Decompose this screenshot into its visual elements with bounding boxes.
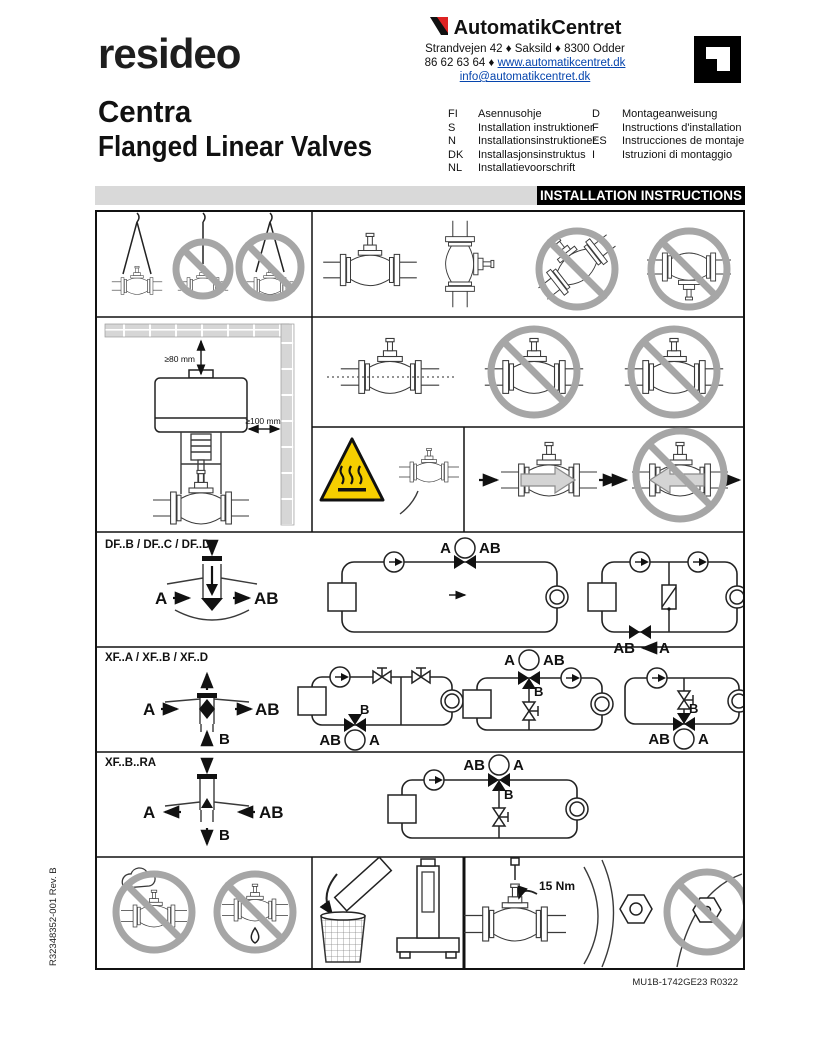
ceiling-hatch bbox=[105, 324, 289, 337]
language-row: I Istruzioni di montaggio bbox=[592, 148, 733, 161]
language-row: S Installation instruktioner bbox=[448, 121, 594, 134]
lifting-panel bbox=[112, 213, 301, 298]
xfbra-schematic bbox=[388, 755, 588, 838]
svg-text:A: A bbox=[440, 540, 451, 557]
orientation-panel bbox=[323, 214, 731, 307]
distributor-block bbox=[375, 16, 675, 83]
banner-title: INSTALLATION INSTRUCTIONS bbox=[537, 186, 745, 205]
xf-schematic-3 bbox=[625, 668, 743, 749]
packaging-strip bbox=[335, 857, 392, 911]
disposal-panel bbox=[321, 857, 459, 962]
installation-instructions-banner bbox=[95, 186, 745, 205]
svg-text:AB: AB bbox=[463, 757, 485, 774]
distributor-email-link[interactable]: info@automatikcentret.dk bbox=[459, 71, 591, 83]
df-schematic-2 bbox=[588, 552, 743, 657]
hot-surface-panel bbox=[321, 439, 459, 514]
distributor-name: AutomatikCentret bbox=[453, 17, 622, 39]
product-line-title: Centra bbox=[98, 94, 192, 129]
xf-valve-cross-section bbox=[143, 674, 280, 748]
svg-text:AB: AB bbox=[479, 540, 501, 557]
df-valve-cross-section bbox=[155, 542, 279, 620]
language-row: DK Installasjonsinstruktus bbox=[448, 148, 586, 161]
svg-text:AB: AB bbox=[648, 731, 670, 748]
df-section-panel bbox=[105, 538, 743, 657]
flow-direction-panel bbox=[479, 431, 739, 519]
language-row: D Montageanweisung bbox=[592, 108, 718, 120]
svg-text:B: B bbox=[689, 701, 699, 716]
svg-text:A: A bbox=[659, 640, 670, 657]
doc-code: MU1B-1742GE23 R0322 bbox=[632, 977, 738, 988]
instruction-diagrams bbox=[97, 212, 743, 968]
svg-text:AB: AB bbox=[613, 640, 635, 657]
clearance-side-label: ≥100 mm bbox=[245, 416, 281, 426]
svg-text:AB: AB bbox=[259, 803, 284, 822]
svg-text:AB: AB bbox=[543, 652, 565, 669]
xfbra-section-panel bbox=[105, 755, 588, 844]
distributor-address: Strandvejen 42 ♦ Saksild ♦ 8300 Odder bbox=[425, 43, 625, 55]
svg-text:A: A bbox=[504, 652, 515, 669]
language-row: N Installationsinstruktioner bbox=[448, 135, 597, 147]
prohibition-icon bbox=[667, 872, 743, 952]
distributor-phone: 86 62 63 64 ♦ bbox=[424, 57, 495, 69]
torque-panel bbox=[464, 858, 743, 967]
hot-surface-warning-icon bbox=[321, 439, 383, 500]
language-row: FI Asennusohje bbox=[448, 108, 542, 120]
waste-basket-icon bbox=[321, 916, 365, 962]
diagram-frame bbox=[95, 210, 745, 970]
drip-icon bbox=[251, 928, 259, 943]
xf-schematic-1 bbox=[298, 667, 463, 750]
svg-text:B: B bbox=[360, 702, 370, 717]
xfbra-section-label: XF..B..RA bbox=[105, 757, 157, 769]
distributor-website-link[interactable]: www.automatikcentret.dk bbox=[497, 57, 626, 69]
gland-nut-icon bbox=[620, 895, 652, 923]
wall-hatch bbox=[281, 324, 294, 525]
svg-text:A: A bbox=[698, 731, 709, 748]
language-row: ES Instrucciones de montaje bbox=[592, 135, 745, 147]
xf-section-label: XF..A / XF..B / XF..D bbox=[105, 652, 209, 664]
language-row: F Instructions d'installation bbox=[592, 121, 742, 134]
svg-text:AB: AB bbox=[319, 732, 341, 749]
svg-text:AB: AB bbox=[254, 589, 279, 608]
svg-text:A: A bbox=[143, 700, 156, 719]
language-list-column1 bbox=[448, 108, 596, 176]
doc-revision-vertical: R32348352-001 Rev. B bbox=[48, 867, 59, 966]
xfbra-valve-cross-section bbox=[143, 758, 284, 844]
svg-text:A: A bbox=[513, 757, 524, 774]
svg-text:B: B bbox=[219, 827, 230, 844]
svg-text:A: A bbox=[155, 589, 168, 608]
automatikcentret-logo-icon bbox=[429, 16, 449, 41]
resideo-wordmark: resideo bbox=[98, 30, 241, 77]
svg-text:A: A bbox=[143, 803, 156, 822]
clearance-panel bbox=[105, 324, 294, 525]
prohibited-conditions-panel bbox=[116, 868, 293, 950]
svg-text:AB: AB bbox=[255, 700, 280, 719]
xf-section-panel bbox=[105, 650, 743, 750]
torque-label: 15 Nm bbox=[539, 879, 576, 893]
language-row: NL Installatievoorschrift bbox=[448, 162, 576, 174]
svg-text:B: B bbox=[504, 787, 514, 802]
df-section-label: DF..B / DF..C / DF..D bbox=[105, 539, 211, 551]
svg-text:A: A bbox=[369, 732, 380, 749]
language-list-column2 bbox=[592, 108, 744, 162]
banner-gray-bar bbox=[95, 186, 537, 205]
svg-text:B: B bbox=[219, 731, 230, 748]
df-schematic-1 bbox=[328, 538, 568, 632]
xf-schematic-2 bbox=[463, 650, 613, 730]
resideo-mark-icon bbox=[694, 36, 741, 83]
svg-text:B: B bbox=[534, 684, 544, 699]
prohibition-icon bbox=[116, 874, 192, 950]
insulation-panel bbox=[327, 329, 723, 415]
clearance-top-label: ≥80 mm bbox=[164, 354, 195, 364]
product-title: Flanged Linear Valves bbox=[98, 131, 373, 163]
